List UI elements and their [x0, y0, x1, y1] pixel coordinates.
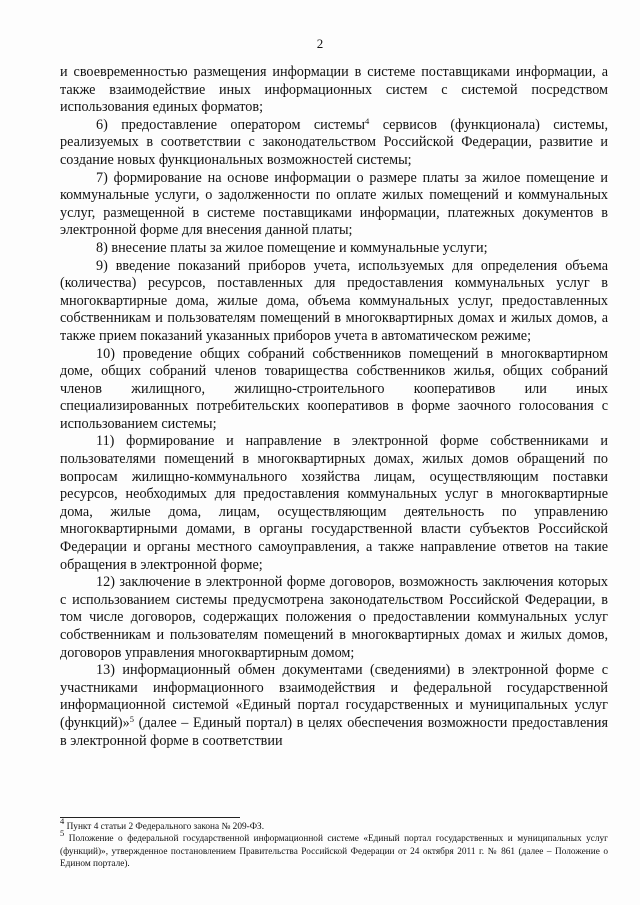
- page-number: 2: [316, 36, 324, 51]
- footnote-divider: [60, 817, 240, 818]
- footnote-ref-4: 4: [365, 115, 370, 126]
- paragraph-item-12: 12) заключение в электронной форме договоров, возможность заключения которых с использованием системы предусмотрена законодательством Российской Федерации, в том числе договоров, содержащих положения о предоставлении коммунальных услуг собственникам и пользователям помещений в многоквартирных домах и жилых домов, договоров управления многоквартирным домом;: [60, 574, 608, 661]
- paragraph-item-9: 9) введение показаний приборов учета, используемых для определения объема (количества) ресурсов, поставленных для предоставления коммунальных услуг в многоквартирные дома, жилые дома, объема коммунальных услуг, предоставленных собственникам и пользователям помещений в многоквартирных домах и жилых домов, а также прием показаний указанных приборов учета в автоматическом режиме;: [60, 257, 608, 344]
- footnote-4-mark: 4: [60, 816, 65, 826]
- paragraph-item-6-end: сервисов (функционала) системы, реализуемых в соответствии с законодательством Российской Федерации, развитие и создание новых функциональных возможностей системы;: [60, 116, 609, 168]
- paragraph-item-13: [60, 662, 608, 750]
- footnote-4: [60, 816, 608, 833]
- paragraph-item-10: 10) проведение общих собраний собственников помещений в многоквартирном доме, общих собраний членов товарищества собственников жилья, общих собраний членов жилищного, жилищно-строительного кооперативов или иных специализированных потребительских кооперативов в форме заочного голосования с использованием системы;: [60, 345, 608, 432]
- footnote-ref-5: 5: [129, 713, 134, 724]
- paragraph-item-11: 11) формирование и направление в электронной форме собственниками и пользователями помещений в многоквартирных домах, жилых домов обращений по вопросам жилищно-коммунального хозяйства лицам, осуществляющим поставки ресурсов, необходимых для предоставления коммунальных услуг в многоквартирные дома, жилые дома, лицам, осуществляющим деятельность по управлению многоквартирными домами, в органы государственной власти субъектов Российской Федерации и органы местного самоуправления, а также направление ответов на такие обращения в электронной форме;: [60, 433, 608, 573]
- paragraph-item-6: [60, 117, 608, 170]
- footnote-5-mark: 5: [60, 828, 65, 839]
- paragraph-item-7: 7) формирование на основе информации о размере платы за жилое помещение и коммунальные услуги, о задолженности по оплате жилых помещений и коммунальных услуг, размещенной в системе поставщиками информации, платежных документов в электронной форме для внесения данной платы;: [60, 169, 608, 239]
- paragraph-continuation: и своевременностью размещения информации в системе поставщиками информации, а также взаимодействие иных информационных систем с системой посредством использования единых форматов;: [60, 64, 608, 116]
- footnotes: [60, 816, 608, 870]
- paragraph-item-8: 8) внесение платы за жилое помещение и коммунальные услуги;: [96, 239, 488, 256]
- paragraph-item-13-end: (далее – Единый портал) в целях обеспечения возможности предоставления в электронной форме в соответствии: [60, 714, 609, 749]
- footnote-5: [60, 828, 608, 870]
- paragraph-item-13-start: 13) информационный обмен документами (сведениями) в электронной форме с участниками информационного взаимодействия и федеральной государственной информационной системой «Единый портал государственных и муниципальных услуг (функций)»: [60, 662, 608, 731]
- paragraph-item-6-start: 6) предоставление оператором системы: [96, 116, 366, 133]
- document-body: [60, 64, 608, 750]
- footnote-4-text: Пункт 4 статьи 2 Федерального закона № 209-ФЗ.: [66, 822, 265, 832]
- footnote-5-text: Положение о федеральной государственной информационной системе «Единый портал государственных и муниципальных услуг (функций)», утвержденное постановлением Правительства Российской Федерации от 24 октября 2011 г. № 861 (далее – Положение о Едином портале).: [60, 834, 608, 869]
